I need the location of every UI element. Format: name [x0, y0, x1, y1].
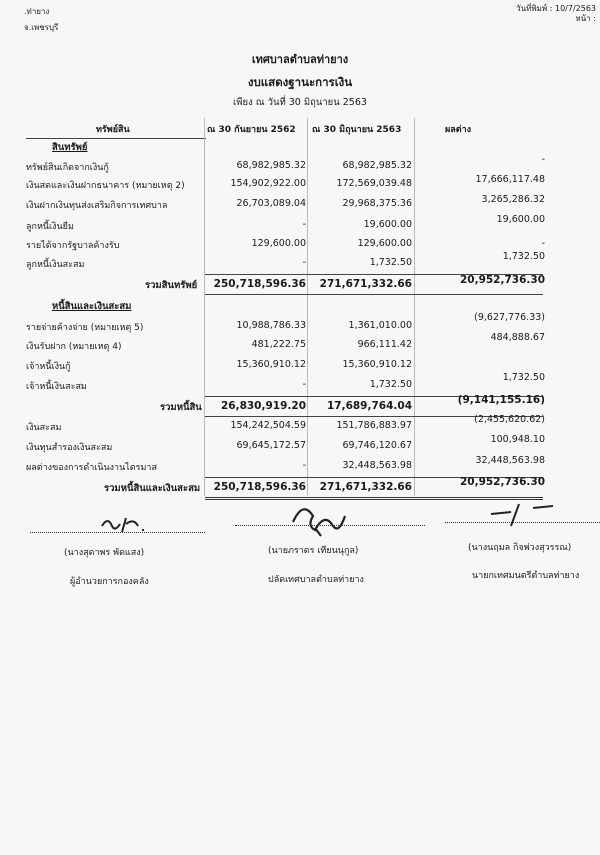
row-label: เงินฝากเงินทุนส่งเสริมกิจการเทศบาล — [26, 201, 168, 211]
signature-line — [235, 525, 425, 526]
total-difference: 20,952,736.30 — [459, 274, 545, 286]
total-sep2019: 26,830,919.20 — [220, 400, 306, 412]
column-difference-header: ผลต่าง — [445, 125, 472, 135]
value-difference: - — [541, 238, 545, 249]
value-jun2020: 1,732.50 — [369, 379, 412, 390]
value-sep2019: 69,645,172.57 — [236, 440, 306, 451]
row-label: เงินสะสม — [26, 423, 62, 433]
signature-scribble — [285, 498, 355, 540]
value-jun2020: 15,360,910.12 — [342, 359, 412, 370]
total-difference: (9,141,155.16) — [457, 394, 545, 406]
value-difference: 1,732.50 — [502, 251, 545, 262]
row-label: เจ้าหนี้เงินกู้ — [26, 362, 71, 372]
statement-title: งบแสดงฐานะการเงิน — [247, 75, 353, 89]
value-difference: - — [541, 154, 545, 165]
row-label: เงินรับฝาก (หมายเหตุ 4) — [26, 342, 122, 352]
value-jun2020: 151,786,883.97 — [336, 420, 412, 431]
header-location-1: .ท่ายาง — [24, 7, 50, 16]
value-sep2019: 15,360,910.12 — [236, 359, 306, 370]
value-difference: 32,448,563.98 — [475, 455, 545, 466]
value-jun2020: 29,968,375.36 — [342, 198, 412, 209]
total-label: รวมหนี้สินและเงินสะสม — [104, 483, 201, 494]
column-label-header: ทรัพย์สิน — [96, 125, 130, 135]
page-number: หน้า : — [575, 14, 596, 23]
header-left — [24, 6, 58, 38]
org-title: เทศบาลตำบลท่ายาง — [251, 53, 349, 66]
value-sep2019: 10,988,786.33 — [236, 320, 306, 331]
value-sep2019: 481,222.75 — [251, 339, 306, 350]
print-date: วันที่พิมพ์ : 10/7/2563 — [516, 4, 596, 13]
value-sep2019: - — [302, 219, 306, 230]
as-of-date: เพียง ณ วันที่ 30 มิถุนายน 2563 — [233, 97, 367, 108]
signatory-name-3: (นางนฤมล กิจพ่วงสุวรรณ) — [468, 543, 572, 553]
row-label: ผลต่างของการดำเนินงานไตรมาส — [26, 463, 157, 473]
value-jun2020: 69,746,120.67 — [342, 440, 412, 451]
total-sep2019: 250,718,596.36 — [213, 278, 306, 290]
total-jun2020: 271,671,332.66 — [319, 278, 412, 290]
row-label: ลูกหนี้เงินยืม — [26, 222, 74, 232]
table-row — [0, 332, 600, 357]
signatory-name-1: (นางสุดาพร พัดแสง) — [64, 548, 145, 558]
value-jun2020: 1,732.50 — [369, 257, 412, 268]
value-sep2019: 26,703,089.04 — [236, 198, 306, 209]
value-difference: 100,948.10 — [490, 434, 545, 445]
value-difference: 484,888.67 — [490, 332, 545, 343]
total-jun2020: 271,671,332.66 — [319, 481, 412, 493]
total-rule — [205, 294, 543, 295]
table-row — [0, 251, 600, 275]
assets-heading: สินทรัพย์ — [52, 142, 88, 153]
signature-scribble — [96, 512, 156, 534]
value-jun2020: 966,111.42 — [357, 339, 412, 350]
header-location-2: จ.เพชรบุรี — [24, 23, 59, 32]
value-jun2020: 19,600.00 — [363, 219, 412, 230]
total-sep2019: 250,718,596.36 — [213, 481, 306, 493]
value-sep2019: - — [302, 460, 306, 471]
value-jun2020: 68,982,985.32 — [342, 160, 412, 171]
row-label: เงินสดและเงินฝากธนาคาร (หมายเหตุ 2) — [26, 181, 185, 191]
value-difference: 3,265,286.32 — [481, 194, 545, 205]
header-right — [516, 4, 596, 24]
value-jun2020: 1,361,010.00 — [348, 320, 412, 331]
signatory-title-3: นายกเทศมนตรีตำบลท่ายาง — [472, 571, 580, 581]
signature-line — [30, 532, 205, 533]
row-label: ทรัพย์สินเกิดจากเงินกู้ — [26, 163, 109, 173]
value-sep2019: 154,242,504.59 — [230, 420, 306, 431]
value-difference: 19,600.00 — [496, 214, 545, 225]
table-row — [0, 214, 600, 237]
value-jun2020: 129,600.00 — [357, 238, 412, 249]
value-jun2020: 32,448,563.98 — [342, 460, 412, 471]
signature-line — [445, 522, 600, 523]
value-sep2019: 154,902,922.00 — [230, 178, 306, 189]
row-label: รายได้จากรัฐบาลค้างรับ — [26, 241, 120, 251]
liabilities-heading: หนี้สินและเงินสะสม — [52, 301, 132, 312]
row-label: เจ้าหนี้เงินสะสม — [26, 382, 87, 392]
value-sep2019: 129,600.00 — [251, 238, 306, 249]
row-label: เงินทุนสำรองเงินสะสม — [26, 443, 113, 453]
row-label: ลูกหนี้เงินสะสม — [26, 260, 85, 270]
header-underline — [26, 138, 206, 139]
signatory-name-2: (นายภราดร เทียนนุกูล) — [268, 546, 359, 556]
signature-scribble — [485, 500, 565, 528]
value-sep2019: 68,982,985.32 — [236, 160, 306, 171]
value-jun2020: 172,569,039.48 — [336, 178, 412, 189]
total-label: รวมสินทรัพย์ — [145, 280, 198, 291]
signatory-title-1: ผู้อำนวยการกองคลัง — [70, 577, 149, 587]
value-difference: 1,732.50 — [502, 372, 545, 383]
value-sep2019: - — [302, 257, 306, 268]
value-difference: (9,627,776.33) — [474, 312, 545, 323]
row-label: รายจ่ายค้างจ่าย (หมายเหตุ 5) — [26, 323, 144, 333]
value-difference: (2,455,620.62) — [474, 414, 545, 425]
total-difference: 20,952,736.30 — [459, 476, 545, 488]
value-difference: 17,666,117.48 — [475, 174, 545, 185]
total-jun2020: 17,689,764.04 — [326, 400, 412, 412]
signatory-title-2: ปลัดเทศบาลตำบลท่ายาง — [268, 575, 364, 585]
total-label: รวมหนี้สิน — [160, 402, 202, 413]
column-sep2019-header: ณ 30 กันยายน 2562 — [207, 125, 296, 135]
column-jun2020-header: ณ 30 มิถุนายน 2563 — [312, 125, 402, 135]
value-sep2019: - — [302, 379, 306, 390]
